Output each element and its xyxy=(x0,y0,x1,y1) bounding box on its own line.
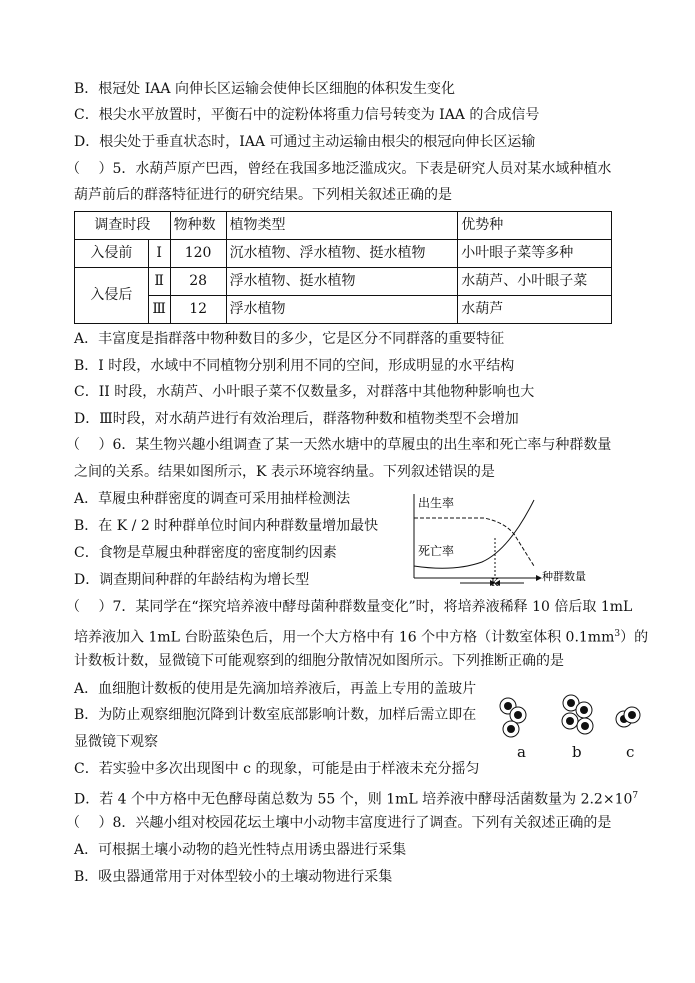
birth-rate-label: 出生率 xyxy=(418,496,455,510)
q4-option-c: C．根尖水平放置时，平衡石中的淀粉体将重力信号转变为 IAA 的合成信号 xyxy=(74,107,540,123)
q6-stem-2: 之间的关系。结果如图所示，K 表示环境容纳量。下列叙述错误的是 xyxy=(74,464,495,480)
q4-option-d: D．根尖处于垂直状态时，IAA 可通过主动运输由根尖的根冠向伸长区运输 xyxy=(74,134,536,150)
cell-stage: Ⅲ xyxy=(148,296,170,324)
header-species: 物种数 xyxy=(170,212,226,240)
x-axis-label: 种群数量 xyxy=(542,570,586,583)
cell-dominant: 水葫芦、小叶眼子菜 xyxy=(458,268,612,296)
q7-option-d-superscript: 7 xyxy=(632,791,639,801)
header-dominant: 优势种 xyxy=(458,212,612,240)
cell-dots xyxy=(494,693,644,743)
q7-stem-2 xyxy=(74,625,648,647)
panel-label-b: b xyxy=(572,743,582,761)
table-header-row xyxy=(75,212,612,240)
q5-option-b: B．I 时段，水域中不同植物分别利用不同的空间，形成明显的水平结构 xyxy=(74,358,515,374)
q7-option-b-1: B．为防止观察细胞沉降到计数室底部影响计数，加样后需立即在 xyxy=(74,707,477,723)
q6-option-d: D．调查期间种群的年龄结构为增长型 xyxy=(74,572,310,588)
q7-stem-2-text: 培养液加入 1mL 台盼蓝染色后，用一个大方格中有 16 个中方格（计数室体积 0.1mm xyxy=(74,629,615,646)
q6-option-c: C．食物是草履虫种群密度的密度制约因素 xyxy=(74,545,337,561)
cell-count: 12 xyxy=(170,296,226,324)
cell-count: 120 xyxy=(170,240,226,268)
q4-option-b: B．根冠处 IAA 向伸长区运输会使伸长区细胞的体积发生变化 xyxy=(74,81,455,97)
cell-distribution-figure xyxy=(494,693,644,765)
survey-table xyxy=(74,211,612,324)
cell-stage: Ⅱ xyxy=(148,268,170,296)
cell-dominant: 水葫芦 xyxy=(458,296,612,324)
q5-stem-1: （ ）5．水葫芦原产巴西，曾经在我国多地泛滥成灾。下表是研究人员对某水域种植水 xyxy=(66,161,612,177)
q5-option-c: C．II 时段，水葫芦、小叶眼子菜不仅数量多，对群落中其他物种影响也大 xyxy=(74,384,535,400)
panel-c-cells xyxy=(616,707,640,727)
q8-option-b: B．吸虫器通常用于对体型较小的土壤动物进行采集 xyxy=(74,869,393,885)
q5-option-a: A．丰富度是指群落中物种数目的多少，它是区分不同群落的重要特征 xyxy=(74,331,505,347)
table-row xyxy=(75,240,612,268)
death-rate-label: 死亡率 xyxy=(418,544,455,558)
birth-death-graph xyxy=(404,492,594,588)
cell-dominant: 小叶眼子菜等多种 xyxy=(458,240,612,268)
q7-option-d-text: D．若 4 个中方格中无色酵母菌总数为 55 个，则 1mL 培养液中酵母活菌数量为 2.2×10 xyxy=(74,791,633,808)
q6-stem-1: （ ）6．某生物兴趣小组调查了某一天然水塘中的草履虫的出生率和死亡率与种群数量 xyxy=(66,437,612,453)
panel-label-a: a xyxy=(517,743,526,761)
q7-option-c: C．若实验中多次出现图中 c 的现象，可能是由于样液未充分摇匀 xyxy=(74,761,480,777)
cell-types: 浮水植物 xyxy=(226,296,458,324)
q8-stem: （ ）8．兴趣小组对校园花坛土壤中小动物丰富度进行了调查。下列有关叙述正确的是 xyxy=(66,815,612,831)
death-rate-curve xyxy=(414,500,534,568)
q5-stem-2: 葫芦前后的群落特征进行的研究结果。下列相关叙述正确的是 xyxy=(74,187,452,203)
q6-option-b: B．在 K / 2 时种群单位时间内种群数量增加最快 xyxy=(74,518,379,534)
header-period: 调查时段 xyxy=(75,212,171,240)
cell-stage: Ⅰ xyxy=(148,240,170,268)
cell-count: 28 xyxy=(170,268,226,296)
q7-stem-1: （ ）7．某同学在“探究培养液中酵母菌种群数量变化”时，将培养液稀释 10 倍后取 1mL xyxy=(66,599,633,615)
cell-period: 入侵前 xyxy=(75,240,149,268)
cell-period: 入侵后 xyxy=(75,268,149,324)
q7-stem-3: 计数板计数，显微镜下可能观察到的细胞分散情况如图所示。下列推断正确的是 xyxy=(74,653,564,669)
q7-superscript: 3 xyxy=(614,629,621,639)
birth-rate-curve xyxy=(414,518,534,566)
header-plant-type: 植物类型 xyxy=(226,212,458,240)
q5-option-d: D．Ⅲ时段，对水葫芦进行有效治理后，群落物种数和植物类型不会增加 xyxy=(74,411,519,427)
q7-option-a: A．血细胞计数板的使用是先滴加培养液后，再盖上专用的盖玻片 xyxy=(74,681,477,697)
panel-label-c: c xyxy=(626,743,635,761)
k-label: K xyxy=(491,578,499,588)
panel-a-cells xyxy=(500,698,526,737)
q8-option-a: A．可根据土壤小动物的趋光性特点用诱虫器进行采集 xyxy=(74,842,407,858)
q6-option-a: A．草履虫种群密度的调查可采用抽样检测法 xyxy=(74,491,351,507)
table-row xyxy=(75,296,612,324)
q7-option-b-2: 显微镜下观察 xyxy=(74,734,158,750)
panel-b-cells xyxy=(562,695,593,734)
q7-stem-2-end: ）的 xyxy=(620,629,649,646)
table-row xyxy=(75,268,612,296)
q7-option-d xyxy=(74,787,638,809)
cell-types: 浮水植物、挺水植物 xyxy=(226,268,458,296)
cell-types: 沉水植物、浮水植物、挺水植物 xyxy=(226,240,458,268)
